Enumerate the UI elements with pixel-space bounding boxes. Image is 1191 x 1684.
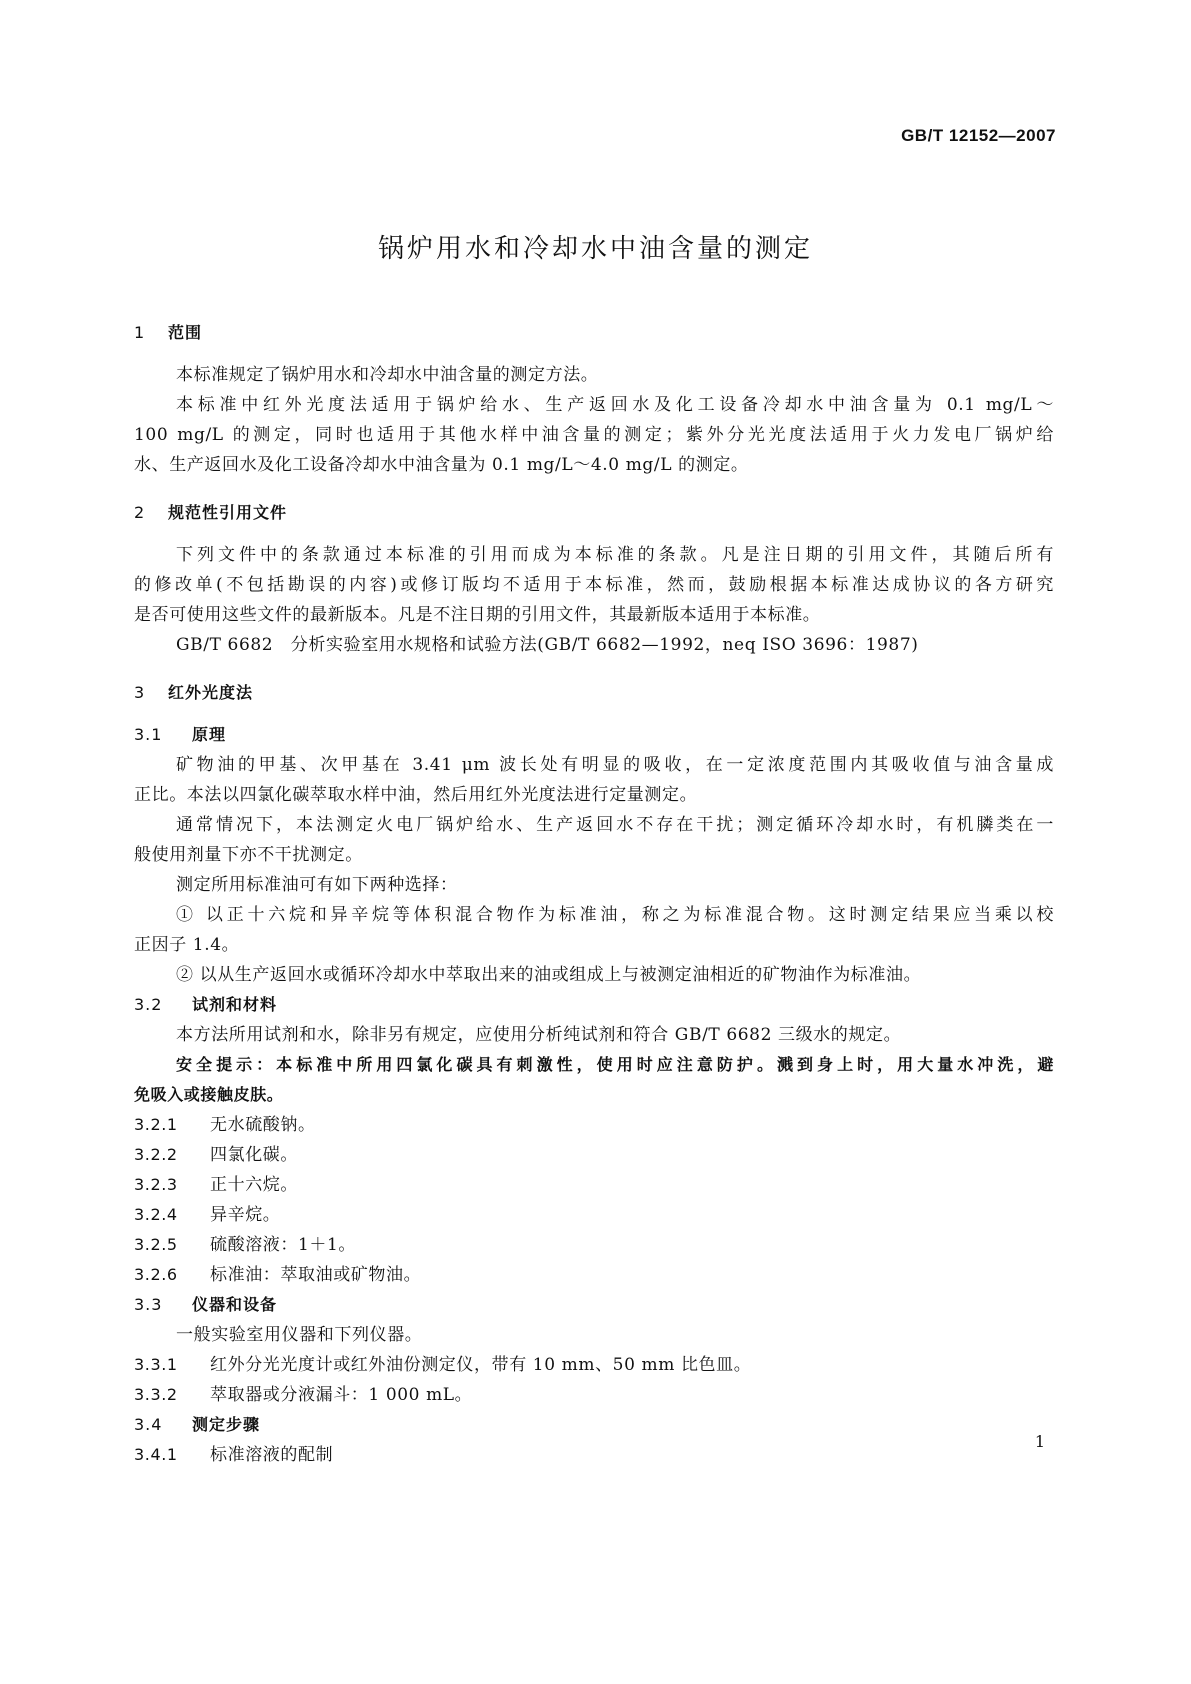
normative-reference: GB/T 6682 分析实验室用水规格和试验方法(GB/T 6682—1992，neq ISO 3696：1987) (176, 635, 919, 655)
subsection-title: 试剂和材料 (192, 995, 278, 1014)
clause-text: 红外分光光度计或红外油份测定仪，带有 10 mm、50 mm 比色皿。 (210, 1355, 752, 1375)
subsection-title: 测定步骤 (192, 1415, 261, 1434)
clause-item (134, 1350, 1054, 1380)
clause-item (134, 1110, 1054, 1140)
subsection-3-4-heading (134, 1410, 1054, 1440)
document-title: 锅炉用水和冷却水中油含量的测定 (377, 234, 813, 264)
clause-number: 3.2.3 (134, 1175, 178, 1194)
paragraph-line: 本标准中红外光度法适用于锅炉给水、生产返回水及化工设备冷却水中油含量为 0.1 mg/L～ (176, 395, 1054, 415)
clause-text: 标准油：萃取油或矿物油。 (210, 1265, 422, 1285)
clause-number: 3.2.5 (134, 1235, 178, 1254)
document-body (134, 318, 1054, 1470)
clause-item (134, 1260, 1054, 1290)
paragraph: 本方法所用试剂和水，除非另有规定，应使用分析纯试剂和符合 GB/T 6682 三级水的规定。 (176, 1025, 902, 1045)
paragraph-line: 般使用剂量下亦不干扰测定。 (134, 845, 363, 865)
clause-number: 3.2.6 (134, 1265, 178, 1284)
paragraph-line: 下列文件中的条款通过本标准的引用而成为本标准的条款。凡是注日期的引用文件，其随后所有 (176, 545, 1054, 565)
clause-number: 3.3.1 (134, 1355, 178, 1374)
subsection-number: 3.2 (134, 995, 163, 1014)
section-number: 3 (134, 683, 146, 702)
clause-text: 萃取器或分液漏斗：1 000 mL。 (210, 1385, 473, 1405)
clause-number: 3.2.2 (134, 1145, 178, 1164)
section-3-heading (134, 678, 1054, 708)
section-2-heading (134, 498, 1054, 528)
section-title: 范围 (168, 323, 203, 342)
subsection-number: 3.3 (134, 1295, 163, 1314)
subsection-number: 3.1 (134, 725, 163, 744)
paragraph: 测定所用标准油可有如下两种选择： (176, 875, 458, 895)
subsection-3-2-heading (134, 990, 1054, 1020)
clause-item (134, 1380, 1054, 1410)
clause-item (134, 1440, 1054, 1470)
paragraph-line: 的修改单(不包括勘误的内容)或修订版均不适用于本标准，然而，鼓励根据本标准达成协议的各方研究 (134, 575, 1054, 595)
clause-item (134, 1140, 1054, 1170)
clause-number: 3.4.1 (134, 1445, 178, 1464)
paragraph-line: 通常情况下，本法测定火电厂锅炉给水、生产返回水不存在干扰；测定循环冷却水时，有机膦类在一 (176, 815, 1054, 835)
section-title: 红外光度法 (168, 683, 254, 702)
paragraph: 一般实验室用仪器和下列仪器。 (176, 1325, 423, 1345)
subsection-title: 原理 (192, 725, 227, 744)
subsection-title: 仪器和设备 (192, 1295, 278, 1314)
section-number: 1 (134, 323, 146, 342)
section-title: 规范性引用文件 (168, 503, 288, 522)
subsection-number: 3.4 (134, 1415, 163, 1434)
clause-text: 异辛烷。 (210, 1205, 281, 1225)
subsection-3-1-heading (134, 720, 1054, 750)
clause-text: 四氯化碳。 (210, 1145, 298, 1165)
clause-item (134, 1200, 1054, 1230)
paragraph-line: 正比。本法以四氯化碳萃取水样中油，然后用红外光度法进行定量测定。 (134, 785, 698, 805)
clause-item (134, 1170, 1054, 1200)
paragraph-line: 水、生产返回水及化工设备冷却水中油含量为 0.1 mg/L～4.0 mg/L 的测定。 (134, 455, 749, 475)
paragraph-line: 是否可使用这些文件的最新版本。凡是不注日期的引用文件，其最新版本适用于本标准。 (134, 605, 821, 625)
clause-item (134, 1230, 1054, 1260)
section-number: 2 (134, 503, 146, 522)
paragraph-line: 矿物油的甲基、次甲基在 3.41 μm 波长处有明显的吸收，在一定浓度范围内其吸收值与油含量成 (176, 755, 1054, 775)
clause-number: 3.2.4 (134, 1205, 178, 1224)
paragraph: 本标准规定了锅炉用水和冷却水中油含量的测定方法。 (176, 365, 599, 385)
safety-note-line: 免吸入或接触皮肤。 (134, 1085, 284, 1104)
paragraph: ② 以从生产返回水或循环冷却水中萃取出来的油或组成上与被测定油相近的矿物油作为标准油。 (176, 965, 922, 985)
clause-text: 硫酸溶液：1＋1。 (210, 1235, 357, 1255)
safety-note-line: 安全提示：本标准中所用四氯化碳具有刺激性，使用时应注意防护。溅到身上时，用大量水冲洗，避 (176, 1055, 1054, 1074)
clause-number: 3.2.1 (134, 1115, 178, 1134)
subsection-3-3-heading (134, 1290, 1054, 1320)
clause-number: 3.3.2 (134, 1385, 178, 1404)
clause-text: 正十六烷。 (210, 1175, 298, 1195)
paragraph-line: 100 mg/L 的测定，同时也适用于其他水样中油含量的测定；紫外分光光度法适用于火力发电厂锅炉给 (134, 425, 1054, 445)
page-number: 1 (1034, 1432, 1045, 1451)
paragraph-line: 正因子 1.4。 (134, 935, 240, 955)
clause-text: 标准溶液的配制 (210, 1445, 334, 1465)
paragraph-line: ① 以正十六烷和异辛烷等体积混合物作为标准油，称之为标准混合物。这时测定结果应当乘以校 (176, 905, 1054, 925)
clause-text: 无水硫酸钠。 (210, 1115, 316, 1135)
section-1-heading (134, 318, 1054, 348)
standard-number: GB/T 12152—2007 (901, 126, 1056, 145)
